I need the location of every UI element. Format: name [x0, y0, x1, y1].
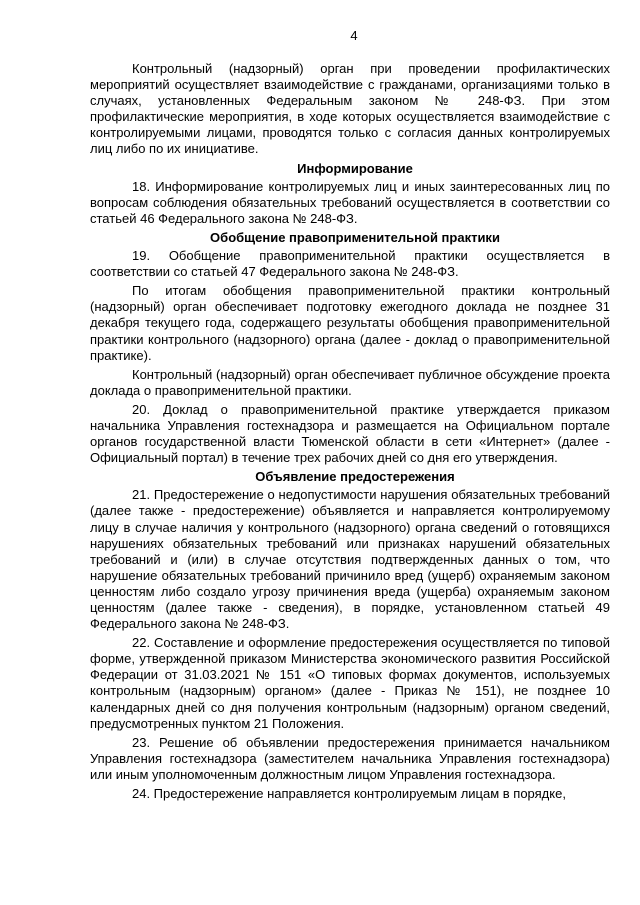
heading-informing: Информирование: [297, 160, 413, 176]
paragraph-public-discussion: Контрольный (надзорный) орган обеспечивает публичное обсуждение проекта доклада о правоприменительной практики.: [90, 366, 610, 398]
page-number: 4: [350, 28, 358, 43]
heading-practice-generalization: Обобщение правоприменительной практики: [210, 229, 500, 245]
paragraph-20: 20. Доклад о правоприменительной практике утверждается приказом начальника Управления гостехнадзора и размещается на Официальном портале органов государственной власти Тюменской области в сети «Интернет» (далее - Официальный портал) в течение трех рабочих дней со дня его утверждения.: [90, 401, 610, 466]
paragraph-22: 22. Составление и оформление предостережения осуществляется по типовой форме, утвержденной приказом Министерства экономического развития Российской Федерации от 31.03.2021 № 151 «О типовых формах документов, используемых контрольным (надзорным) органом» (далее - Приказ № 151), не позднее 10 календарных дней со дня получения контрольным (надзорным) органом сведений, предусмотренных пунктом 21 Положения.: [90, 635, 610, 731]
paragraph-24: 24. Предостережение направляется контролируемым лицам в порядке,: [132, 786, 566, 802]
paragraph-19: 19. Обобщение правоприменительной практики осуществляется в соответствии со статьей 47 Федерального закона № 248-ФЗ.: [90, 248, 610, 280]
paragraph-annual-report: По итогам обобщения правоприменительной практики контрольный (надзорный) орган обеспечивает подготовку ежегодного доклада не позднее 31 декабря текущего года, содержащего результаты обобщения правоприменительной практики контрольного (надзорного) органа (далее - доклад о правоприменительной практике).: [90, 283, 610, 363]
paragraph-23: 23. Решение об объявлении предостережения принимается начальником Управления гостехнадзора (заместителем начальника Управления гостехнадзора) или иным уполномоченным должностным лицом Управления гостехнадзора.: [90, 734, 610, 782]
heading-warning-announcement: Объявление предостережения: [255, 469, 455, 485]
paragraph-21: 21. Предостережение о недопустимости нарушения обязательных требований (далее также - предостережение) объявляется и направляется контролируемому лицу в случае наличия у контрольного (надзорного) органа сведений о готовящихся нарушениях обязательных требований или признаках нарушений обязательных требований и (или) в случае отсутствия подтвержденных данных о том, что нарушение обязательных требований причинило вред (ущерб) охраняемым законом ценностям либо создало угрозу причинения вреда (ущерба) охраняемым законом ценностям (далее также - сведения), в порядке, установленном статьей 49 Федерального закона № 248-ФЗ.: [90, 487, 610, 632]
paragraph-preventive-interaction: Контрольный (надзорный) орган при проведении профилактических мероприятий осуществляет взаимодействие с гражданами, организациями только в случаях, установленных Федеральным законом № 248-ФЗ. При этом профилактические мероприятия, в ходе которых осуществляется взаимодействие с контролируемыми лицами, проводятся только с согласия данных контролируемых лиц либо по их инициативе.: [90, 61, 610, 157]
paragraph-18: 18. Информирование контролируемых лиц и иных заинтересованных лиц по вопросам соблюдения обязательных требований осуществляется в соответствии со статьей 46 Федерального закона № 248-ФЗ.: [90, 178, 610, 226]
